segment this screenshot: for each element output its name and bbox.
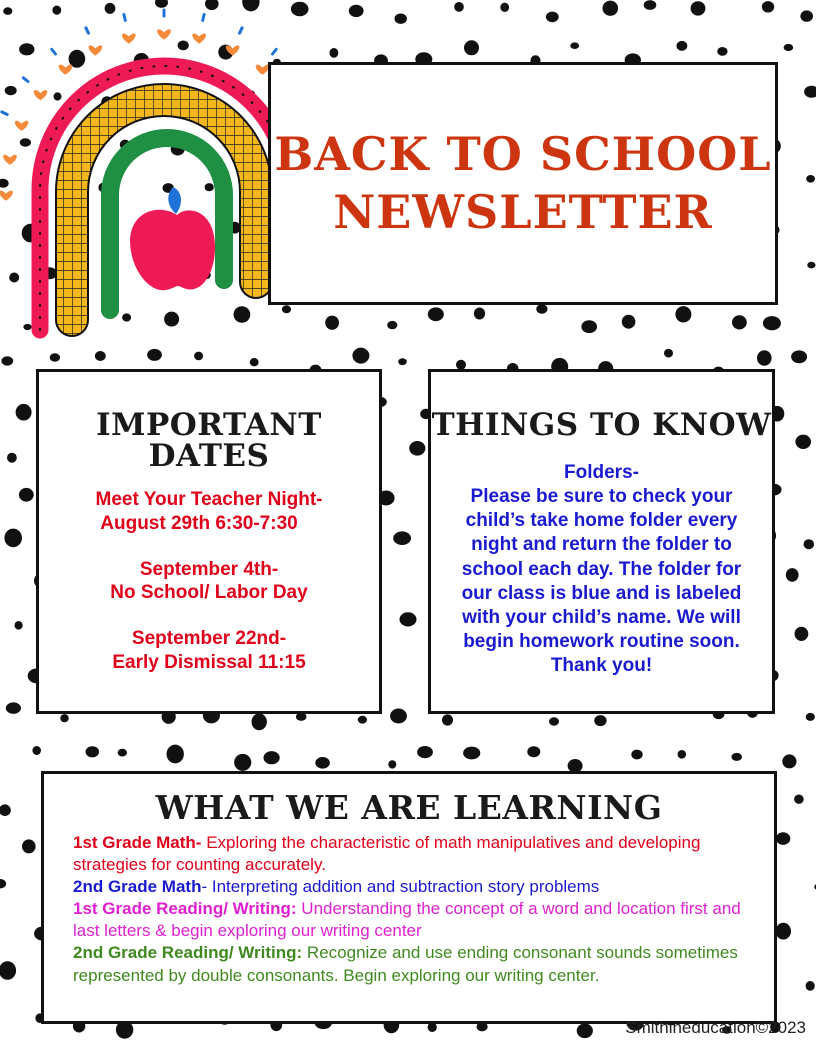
what-we-are-learning-box — [41, 771, 777, 1024]
date-item — [39, 627, 379, 675]
things-to-know-box — [428, 369, 775, 714]
date-item-line2: Early Dismissal 11:15 — [112, 651, 306, 673]
learning-list — [73, 832, 750, 987]
date-item — [39, 558, 379, 606]
copyright-text: Smithineducation©2023 — [625, 1018, 806, 1037]
date-item — [39, 488, 379, 536]
important-dates-box — [36, 369, 382, 714]
things-to-know-text — [445, 461, 758, 678]
learning-item-text: Recognize and use ending consonant sounds sometimes represented by double consonants. Begin exploring our writing center. — [73, 943, 738, 985]
learning-item-text: Exploring the characteristic of math manipulatives and developing strategies for counting accurately. — [73, 833, 701, 875]
date-item-line2: No School/ Labor Day — [110, 582, 308, 604]
learning-item-label: 1st Grade Reading/ Writing: — [73, 899, 297, 919]
date-item-line2: August 29th 6:30-7:30 — [100, 512, 298, 534]
learning-item-label: 2nd Grade Reading/ Writing: — [73, 943, 303, 963]
date-item-line1: Meet Your Teacher Night- — [95, 489, 323, 510]
learning-title: WHAT WE ARE LEARNING — [155, 788, 663, 827]
learning-item-1st-grade-math — [73, 832, 750, 876]
date-item-line1: September 22nd- — [131, 628, 287, 649]
date-item-line1: September 4th- — [139, 558, 279, 580]
learning-item-text: - Interpreting addition and subtraction story problems — [201, 877, 600, 897]
important-dates-title: IMPORTANT DATES — [96, 407, 322, 474]
important-dates-list — [39, 488, 379, 675]
title-box — [268, 62, 778, 305]
learning-item-text: Understanding the concept of a word and location first and last letters & begin exploring our writing center — [73, 899, 741, 941]
newsletter-title-line1: BACK TO SCHOOL — [274, 127, 772, 181]
folders-subtitle: Folders- — [564, 462, 639, 483]
learning-item-2nd-grade-math — [73, 876, 750, 898]
things-to-know-title: THINGS TO KNOW — [431, 407, 772, 443]
learning-item-label: 2nd Grade Math — [73, 877, 202, 897]
learning-item-label: 1st Grade Math- — [73, 833, 202, 852]
learning-item-1st-grade-reading — [73, 898, 750, 942]
newsletter-title-line2: NEWSLETTER — [333, 184, 713, 239]
learning-item-2nd-grade-reading — [73, 942, 750, 986]
folders-body: Please be sure to check your child’s take home folder every night and return the folder to school each day. The folder for our class is blue and is labeled with your child’s name. We will begin homework routine soon. Thank you! — [461, 486, 742, 676]
